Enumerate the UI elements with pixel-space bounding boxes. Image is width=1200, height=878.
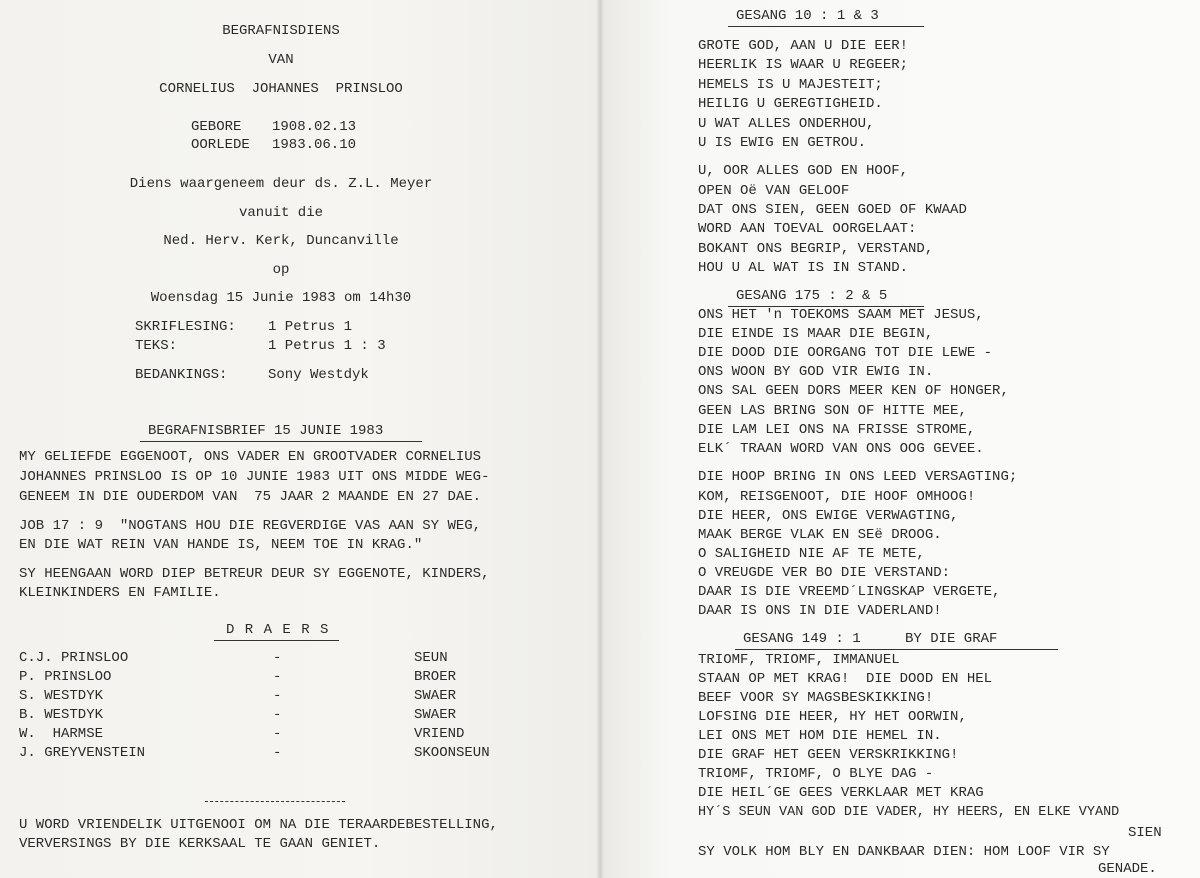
hymn2-v2-line: O SALIGHEID NIE AF TE METE, [698,546,925,562]
hymn1-v2-line: U, OOR ALLES GOD EN HOOF, [698,163,909,179]
died-date: 1983.06.10 [272,137,357,153]
hymn2-v2-line: O VREUGDE VER BO DIE VERSTAND: [698,565,951,581]
born-date: 1908.02.13 [272,119,357,135]
died-label: OORLEDE [191,137,250,153]
hymn3-line10: SY VOLK HOM BLY EN DANKBAAR DIEN: HOM LOOF VIR SY [698,844,1110,860]
hymn3-heading: GESANG 149 : 1 [743,631,861,647]
hymn3-line: TRIOMF, TRIOMF, O BLYE DAG - [698,766,934,782]
hymn3-wrap2: GENADE. [1098,861,1157,877]
letter-heading-underline [140,441,422,442]
hymn3-line: BEEF VOOR SY MAGSBESKIKKING! [698,690,934,706]
bearer-dash: - [273,745,282,761]
hymn3-subheading: BY DIE GRAF [905,631,998,647]
hymn2-v2-line: MAAK BERGE VLAK EN SEë DROOG. [698,527,942,543]
service-datetime: Woensdag 15 Junie 1983 om 14h30 [150,290,412,306]
hymn3-line: LOFSING DIE HEER, HY HET OORWIN, [698,709,967,725]
letter-p2-line1: JOB 17 : 9 "NOGTANS HOU DIE REGVERDIGE VAS AAN SY WEG, [19,518,482,534]
hymn1-v2-line: BOKANT ONS BEGRIP, VERSTAND, [698,241,934,257]
bearer-relation: BROER [414,669,457,685]
hymn3-heading-underline [735,649,1058,650]
text-label: TEKS: [135,338,178,354]
letter-p1-line2: JOHANNES PRINSLOO IS OP 10 JUNIE 1983 UIT ONS MIDDE WEG- [19,469,490,485]
bearer-name: S. WESTDYK [19,688,104,704]
service-title: BEGRAFNISDIENS [222,23,340,39]
hymn1-v1-line: HEMELS IS U MAJESTEIT; [698,77,883,93]
hymn2-v1-line: ONS WOON BY GOD VIR EWIG IN. [698,364,934,380]
hymn1-v1-line: U IS EWIG EN GETROU. [698,135,867,151]
reading-label: SKRIFLESING: [135,319,236,335]
page-fold [596,0,604,878]
hymn2-v2-line: DAAR IS DIE VREEMD´LINGSKAP VERGETE, [698,584,1001,600]
hymn3-wrap1: SIEN [1128,825,1162,841]
deceased-name: CORNELIUS JOHANNES PRINSLOO [159,81,403,97]
hymn2-v2-line: DIE HOOP BRING IN ONS LEED VERSAGTING; [698,469,1018,485]
hymn1-v1-line: HEERLIK IS WAAR U REGEER; [698,57,909,73]
bearer-name: W. HARMSE [19,726,104,742]
bearer-dash: - [273,726,282,742]
hymn1-v2-line: DAT ONS SIEN, GEEN GOED OF KWAAD [698,202,967,218]
bearers-heading-underline [214,640,339,641]
hymn2-v1-line: ONS HET 'n TOEKOMS SAAM MET JESUS, [698,307,984,323]
hymn3-line: DIE HEIL´GE GEES VERKLAAR MET KRAG [698,785,984,801]
bearer-relation: SEUN [414,650,448,666]
bearer-relation: SWAER [414,707,457,723]
letter-p1-line1: MY GELIEFDE EGGENOOT, ONS VADER EN GROOTVADER CORNELIUS [19,449,482,465]
hymn3-line: LEI ONS MET HOM DIE HEMEL IN. [698,728,942,744]
bearer-name: C.J. PRINSLOO [19,650,129,666]
bearer-dash: - [273,650,282,666]
thanks-label: BEDANKINGS: [135,367,228,383]
van-line: VAN [268,52,294,68]
service-officiant: Diens waargeneem deur ds. Z.L. Meyer [129,176,433,192]
letter-p2-line2: EN DIE WAT REIN VAN HANDE IS, NEEM TOE IN KRAG." [19,537,423,553]
bearer-dash: - [273,669,282,685]
bearer-name: B. WESTDYK [19,707,104,723]
hymn1-v1-line: HEILIG U GEREGTIGHEID. [698,96,883,112]
letter-p3-line1: SY HEENGAAN WORD DIEP BETREUR DEUR SY EGGENOTE, KINDERS, [19,566,490,582]
hymn1-v1-line: U WAT ALLES ONDERHOU, [698,116,875,132]
bearer-name: J. GREYVENSTEIN [19,745,146,761]
text-value: 1 Petrus 1 : 3 [268,338,386,354]
hymn1-v2-line: WORD AAN TOEVAL OORGELAAT: [698,221,917,237]
hymn2-v2-line: DAAR IS ONS IN DIE VADERLAND! [698,603,942,619]
hymn2-v1-line: DIE EINDE IS MAAR DIE BEGIN, [698,326,934,342]
reading-value: 1 Petrus 1 [268,319,353,335]
hymn2-v2-line: DIE HEER, ONS EWIGE VERWAGTING, [698,508,959,524]
right-page [600,0,1200,878]
hymn1-v1-line: GROTE GOD, AAN U DIE EER! [698,38,909,54]
hymn2-v1-line: DIE DOOD DIE OORGANG TOT DIE LEWE - [698,345,993,361]
letter-p1-line3: GENEEM IN DIE OUDERDOM VAN 75 JAAR 2 MAANDE EN 27 DAE. [19,489,482,505]
letter-heading: BEGRAFNISBRIEF 15 JUNIE 1983 [148,423,384,439]
hymn1-heading: GESANG 10 : 1 & 3 [736,8,879,24]
hymn2-heading: GESANG 175 : 2 & 5 [736,288,888,304]
service-from: vanuit die [238,205,323,221]
hymn2-v1-line: ELK´ TRAAN WORD VAN ONS OOG GEVEE. [698,441,984,457]
bearer-relation: SKOONSEUN [414,745,490,761]
hymn3-line: HY´S SEUN VAN GOD DIE VADER, HY HEERS, EN ELKE VYAND [698,805,1120,820]
hymn3-line: STAAN OP MET KRAG! DIE DOOD EN HEL [698,671,993,687]
hymn2-v1-line: GEEN LAS BRING SON OF HITTE MEE, [698,403,967,419]
bearer-relation: SWAER [414,688,457,704]
invitation-line1: U WORD VRIENDELIK UITGENOOI OM NA DIE TERAARDEBESTELLING, [19,817,498,833]
hymn3-line: TRIOMF, TRIOMF, IMMANUEL [698,652,900,668]
bearer-name: P. PRINSLOO [19,669,112,685]
hymn2-v1-line: ONS SAL GEEN DORS MEER KEN OF HONGER, [698,383,1009,399]
hymn1-v2-line: OPEN Oë VAN GELOOF [698,183,850,199]
thanks-value: Sony Westdyk [268,367,369,383]
letter-p3-line2: KLEINKINDERS EN FAMILIE. [19,585,221,601]
bearer-dash: - [273,688,282,704]
bearers-heading: D R A E R S [226,622,330,638]
hymn3-line: DIE GRAF HET GEEN VERSKRIKKING! [698,747,959,763]
hymn2-v2-line: KOM, REISGENOOT, DIE HOOF OMHOOG! [698,489,976,505]
hymn1-v2-line: HOU U AL WAT IS IN STAND. [698,260,909,276]
separator-line [205,801,345,802]
bearer-dash: - [273,707,282,723]
service-on: op [272,262,290,278]
hymn1-heading-underline [728,26,924,27]
bearer-relation: VRIEND [414,726,465,742]
service-church: Ned. Herv. Kerk, Duncanville [163,233,399,249]
born-label: GEBORE [191,119,242,135]
invitation-line2: VERVERSINGS BY DIE KERKSAAL TE GAAN GENIET. [19,836,381,852]
hymn2-v1-line: DIE LAM LEI ONS NA FRISSE STROME, [698,422,976,438]
